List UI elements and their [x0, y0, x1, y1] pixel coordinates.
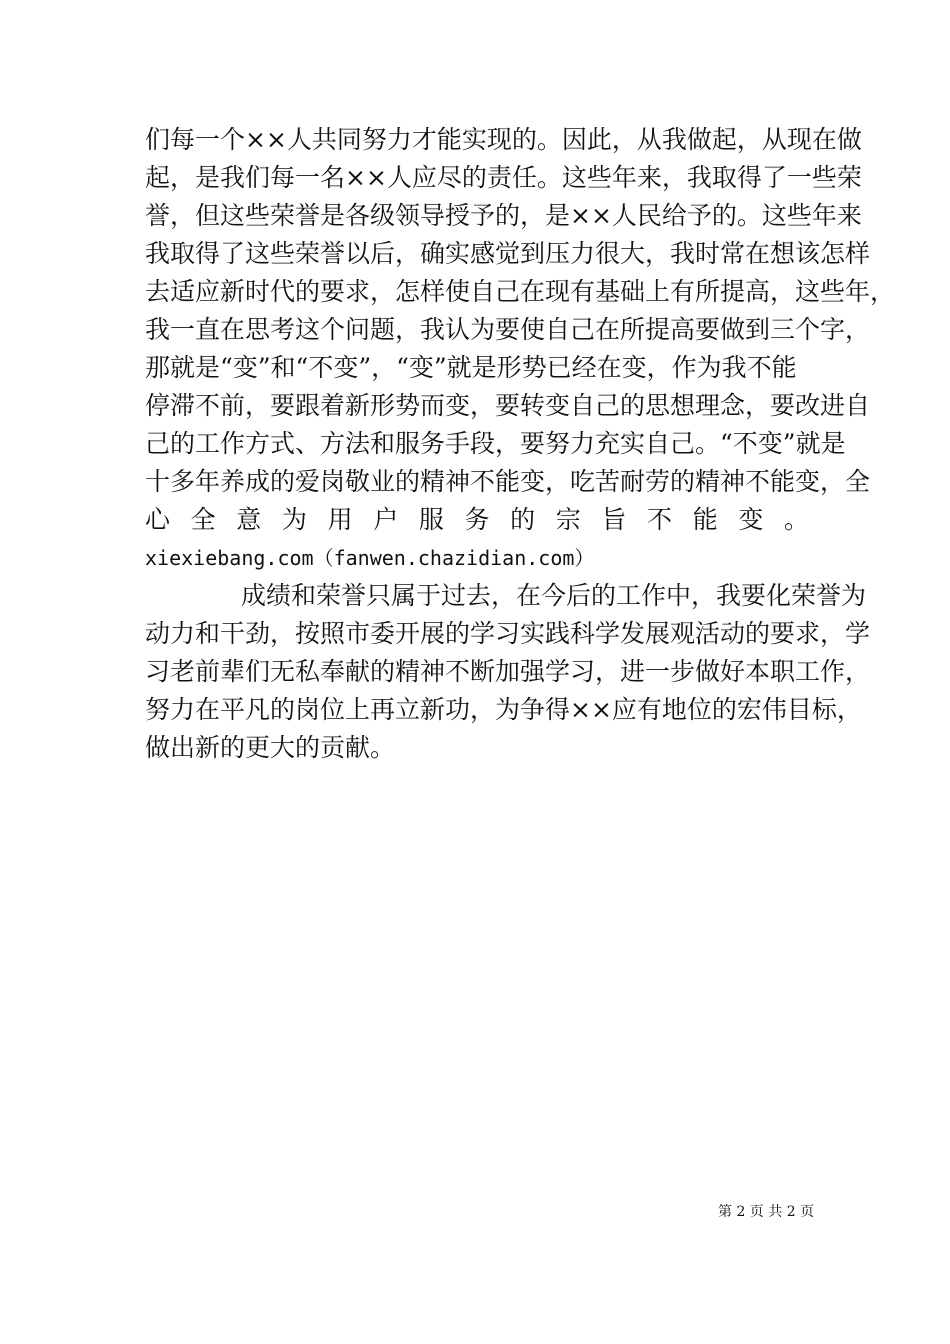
document-body [145, 121, 896, 767]
spread-char: 的 [510, 505, 536, 534]
paragraph-1 [145, 121, 896, 577]
text-line: 成绩和荣誉只属于过去，在今后的工作中，我要化荣誉为 [241, 581, 867, 610]
spread-char: 为 [281, 505, 307, 534]
text-line: 誉，但这些荣誉是各级领导授予的，是××人民给予的。这些年来 [145, 201, 862, 230]
spread-char: 能 [692, 505, 718, 534]
spread-char: 宗 [555, 505, 581, 534]
paragraph-2 [145, 577, 871, 767]
text-line: 做出新的更大的贡献。 [145, 733, 396, 762]
text-line: 十多年养成的爱岗敬业的精神不能变，吃苦耐劳的精神不能变，全 [145, 467, 871, 496]
spread-char: 。 [783, 505, 809, 534]
text-line: 己的工作方式、方法和服务手段，要努力充实自己。“不变”就是 [145, 429, 846, 458]
text-line: 们每一个××人共同努力才能实现的。因此，从我做起，从现在做 [145, 125, 862, 154]
spread-text-line [145, 501, 809, 539]
spread-char: 旨 [601, 505, 627, 534]
spread-char: 服 [418, 505, 444, 534]
text-line: 努力在平凡的岗位上再立新功，为争得××应有地位的宏伟目标， [145, 695, 862, 724]
spread-char: 全 [190, 505, 216, 534]
text-line: 停滞不前，要跟着新形势而变，要转变自己的思想理念，要改进自 [145, 391, 871, 420]
text-line: 习老前辈们无私奉献的精神不断加强学习，进一步做好本职工作， [145, 657, 871, 686]
spread-char: 意 [236, 505, 262, 534]
text-line: 起，是我们每一名××人应尽的责任。这些年来，我取得了一些荣 [145, 163, 862, 192]
spread-char: 用 [327, 505, 353, 534]
page-number-footer: 第 2 页 共 2 页 [718, 1204, 815, 1220]
spread-char: 户 [373, 505, 399, 534]
spread-char: 心 [145, 505, 171, 534]
source-url-line: xiexiebang.com（fanwen.chazidian.com） [145, 546, 595, 570]
spread-char: 不 [647, 505, 673, 534]
text-line: 那就是“变”和“不变”，“变”就是形势已经在变，作为我不能 [145, 353, 797, 382]
text-line: 动力和干劲，按照市委开展的学习实践科学发展观活动的要求，学 [145, 619, 871, 648]
text-line: 我取得了这些荣誉以后，确实感觉到压力很大，我时常在想该怎样 [145, 239, 871, 268]
text-line: 我一直在思考这个问题，我认为要使自己在所提高要做到三个字， [145, 315, 871, 344]
text-line: 去适应新时代的要求，怎样使自己在现有基础上有所提高，这些年， [145, 277, 896, 306]
spread-char: 务 [464, 505, 490, 534]
spread-char: 变 [738, 505, 764, 534]
